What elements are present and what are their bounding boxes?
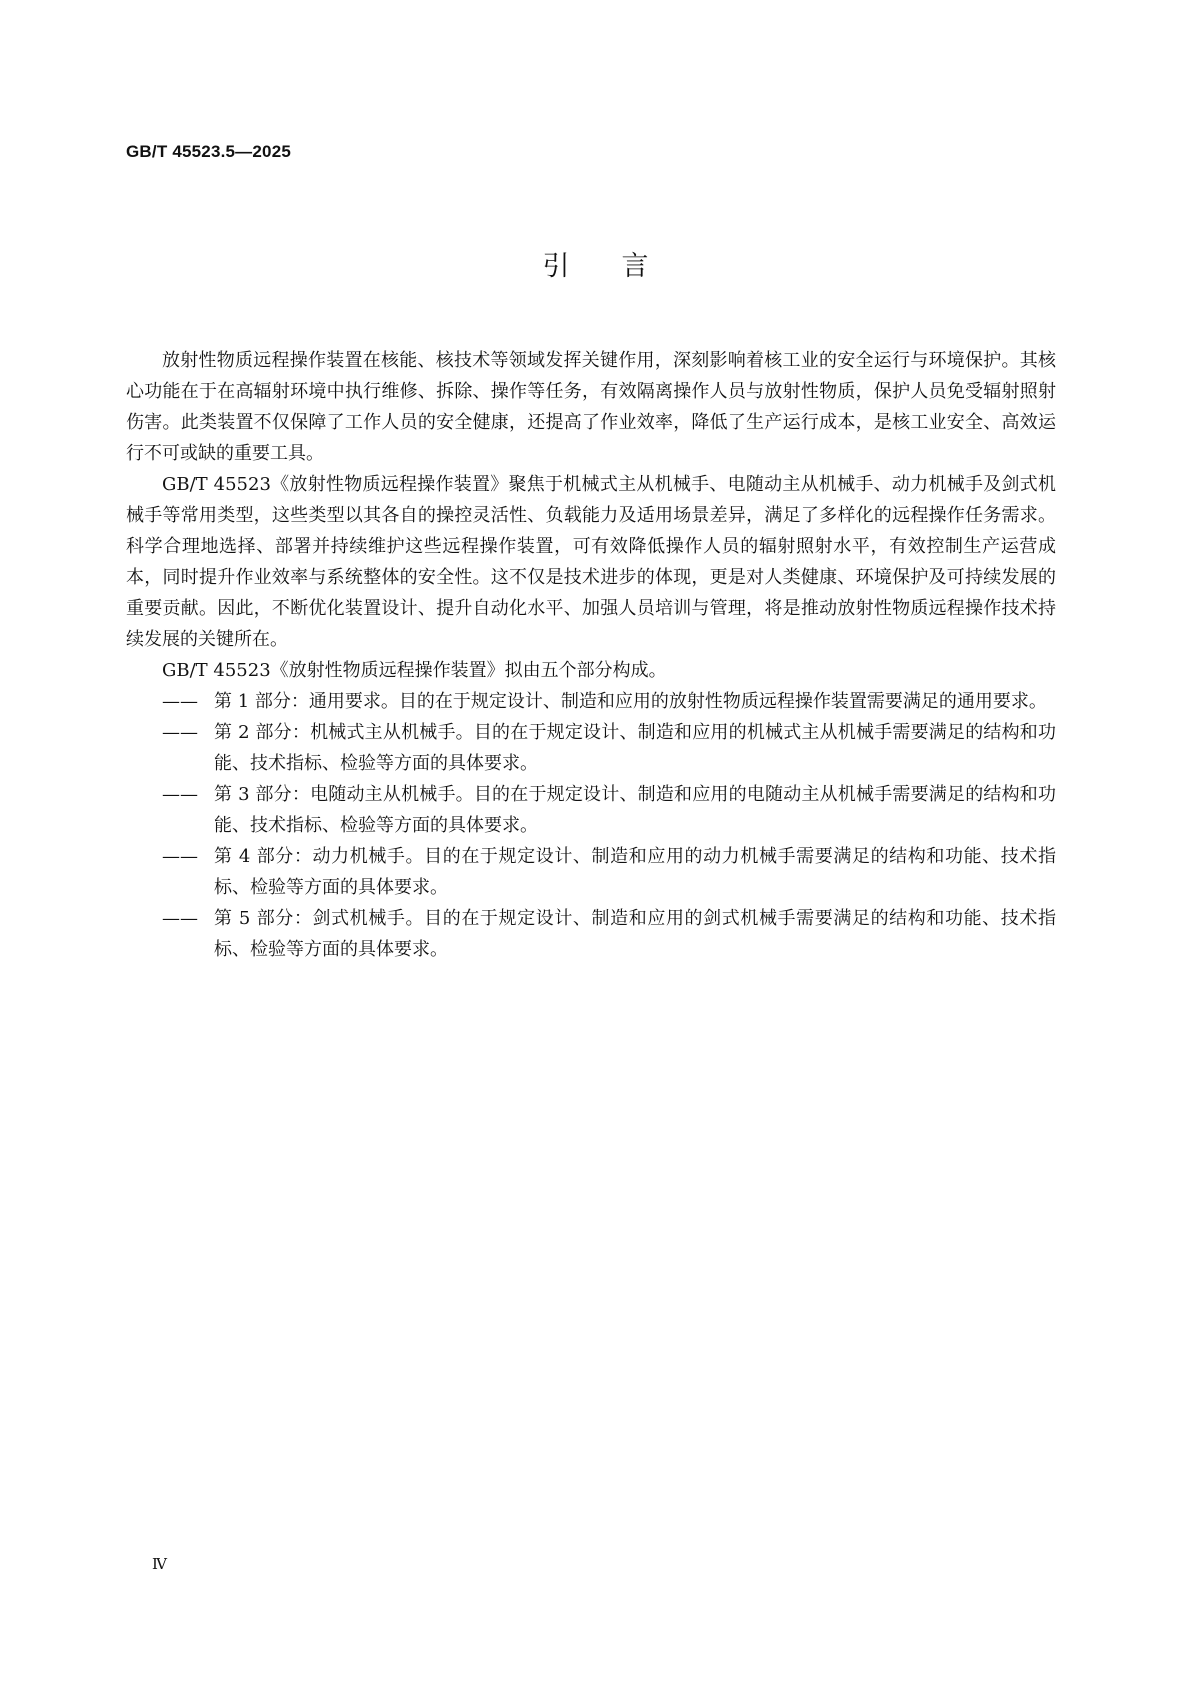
intro-paragraph-3: GB/T 45523《放射性物质远程操作装置》拟由五个部分构成。 — [162, 660, 667, 681]
list-item — [126, 903, 1056, 965]
page-title: 引言 — [542, 251, 701, 282]
list-dash: —— — [162, 691, 198, 712]
introduction-body — [126, 345, 1056, 965]
intro-paragraph-1: 放射性物质远程操作装置在核能、核技术等领域发挥关键作用，深刻影响着核工业的安全运行与环境保护。其核心功能在于在高辐射环境中执行维修、拆除、操作等任务，有效隔离操作人员与放射性物质，保护人员免受辐射照射伤害。此类装置不仅保障了工作人员的安全健康，还提高了作业效率，降低了生产运行成本，是核工业安全、高效运行不可或缺的重要工具。 — [126, 350, 1056, 464]
list-item — [126, 686, 1056, 717]
part-5-text: 第 5 部分：剑式机械手。目的在于规定设计、制造和应用的剑式机械手需要满足的结构和功能、技术指标、检验等方面的具体要求。 — [214, 908, 1056, 960]
part-4-text: 第 4 部分：动力机械手。目的在于规定设计、制造和应用的动力机械手需要满足的结构和功能、技术指标、检验等方面的具体要求。 — [214, 846, 1056, 898]
list-dash: —— — [162, 722, 198, 743]
page-number: Ⅳ — [152, 1555, 167, 1573]
part-2-text: 第 2 部分：机械式主从机械手。目的在于规定设计、制造和应用的机械式主从机械手需要满足的结构和功能、技术指标、检验等方面的具体要求。 — [214, 722, 1056, 774]
list-dash: —— — [162, 784, 198, 805]
document-id: GB/T 45523.5—2025 — [126, 142, 291, 161]
intro-paragraph-2: GB/T 45523《放射性物质远程操作装置》聚焦于机械式主从机械手、电随动主从机械手、动力机械手及剑式机械手等常用类型，这些类型以其各自的操控灵活性、负载能力及适用场景差异，满足了多样化的远程操作任务需求。科学合理地选择、部署并持续维护这些远程操作装置，可有效降低操作人员的辐射照射水平，有效控制生产运营成本，同时提升作业效率与系统整体的安全性。这不仅是技术进步的体现，更是对人类健康、环境保护及可持续发展的重要贡献。因此，不断优化装置设计、提升自动化水平、加强人员培训与管理，将是推动放射性物质远程操作技术持续发展的关键所在。 — [126, 474, 1056, 650]
part-1-text: 第 1 部分：通用要求。目的在于规定设计、制造和应用的放射性物质远程操作装置需要满足的通用要求。 — [214, 691, 1047, 712]
list-dash: —— — [162, 846, 198, 867]
parts-list — [126, 686, 1056, 965]
list-dash: —— — [162, 908, 198, 929]
part-3-text: 第 3 部分：电随动主从机械手。目的在于规定设计、制造和应用的电随动主从机械手需要满足的结构和功能、技术指标、检验等方面的具体要求。 — [214, 784, 1056, 836]
list-item — [126, 841, 1056, 903]
list-item — [126, 717, 1056, 779]
list-item — [126, 779, 1056, 841]
